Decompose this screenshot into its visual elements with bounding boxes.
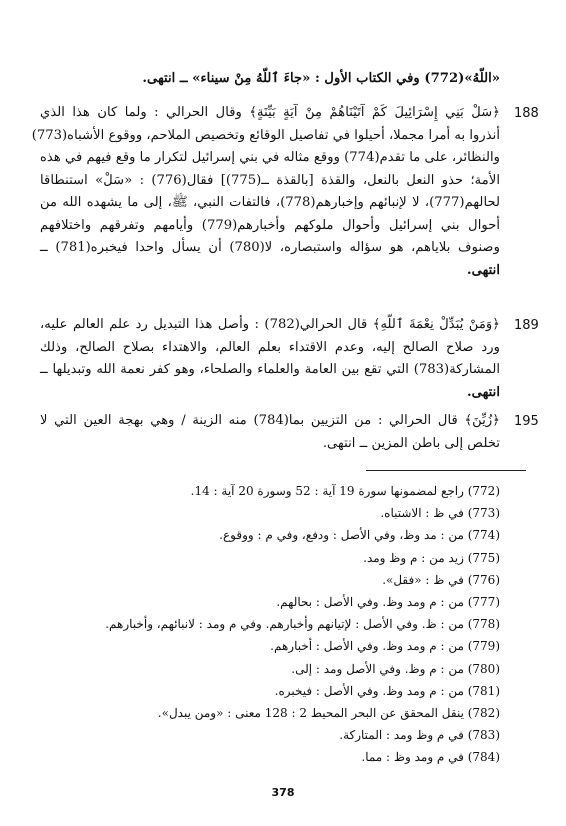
page-number: 378 xyxy=(271,786,295,799)
text-line: وصنوف بلاياهم، هو سؤاله واستبصاره، لا(780) أن يسأل واحدا فيخبره(781) ــ xyxy=(40,240,500,255)
footnote: (784) في م ومد وظ : مما. xyxy=(361,750,500,765)
footnote: (774) من : مد وظ، وفي الأصل : ودفع، وفي م : ووقوع. xyxy=(219,528,500,543)
commentary-entry xyxy=(40,410,500,455)
footnotes xyxy=(40,480,500,769)
footnote: (778) من : ظ. وفي الأصل : لإتيانهم وأخبارهم. وفي م ومد : لانبائهم، وأخبارهم. xyxy=(105,617,500,632)
text-line: ورد صلاح الصالح إليه، وعدم الاقتداء بعلم العالم، والاهتداء بصلاح الصالح، وذلك xyxy=(40,339,500,355)
verse-number: 188 xyxy=(514,106,539,121)
footnote: (783) في م وظ ومد : المتاركة. xyxy=(339,728,500,743)
text-line: ﴿سَلْ بَنِي إِسْرَائِيلَ كَمْ آتَيْنَاهُمْ مِنْ آيَةٍ بَيِّنَةٍ﴾ وقال الحرالي : ولما كان هذا الذي xyxy=(40,105,500,120)
footnote: (772) راجع لمضمونها سورة 19 آية : 52 وسورة 20 آية : 14. xyxy=(190,484,500,498)
commentary-entry xyxy=(31,102,501,282)
text-line: لحالهم(777)، لا لإنبائهم وإخبارهم(778)، فالتفات النبي، ﷺ، إلى ما يشهده الله من xyxy=(40,195,500,210)
text-line: المشاركة(783) التي تقع بين العامة والعلماء والصلحاء، وهو كفر نعمة الله وتبديلها ــ xyxy=(40,362,500,377)
text-line: أحوال بني إسرائيل وأحوال ملوكهم وأخبارهم(779) وأيامهم وتفرقهم واختلافهم xyxy=(40,217,501,233)
commentary-entry xyxy=(40,314,500,404)
footnote: (775) زيد من : م وظ ومد. xyxy=(363,550,500,565)
text-line: تخلص إلى باطن المزين ــ انتهى. xyxy=(322,435,500,451)
text-line: «اللّهُ»(772) وفي الكتاب الأول : «جاءَ ٱللّهُ مِنْ سيناء» ــ انتهى. xyxy=(142,71,500,86)
footnote: (780) من : م وظ. وفي الأصل ومد : إلى. xyxy=(291,661,500,676)
text-line: انتهى. xyxy=(467,384,500,400)
verse-number: 189 xyxy=(514,318,539,333)
footnote: (779) من : م ومد وظ. وفي الأصل : أخبارهم. xyxy=(270,639,500,654)
text-line: انتهى. xyxy=(467,262,500,278)
text-line: والنظائر، على ما تقدم(774) ووقع مثاله في بني إسرائيل لتكرار ما وقع فيهم في هذه xyxy=(40,150,500,165)
verse-number: 195 xyxy=(514,414,539,429)
footnote-divider xyxy=(366,470,526,471)
footnote: (781) من : م ومد وظ. وفي الأصل : فيخبره. xyxy=(274,683,500,698)
footnote: (777) من : م ومد وظ. وفي الأصل : بحالهم. xyxy=(276,595,500,610)
footnote: (773) في ظ : الاشتباه. xyxy=(380,506,500,521)
footnote: (776) في ظ : «فقل». xyxy=(382,572,500,587)
continuation-line xyxy=(40,68,500,91)
text-line: الأمة؛ حذو النعل بالنعل، والقذة [بالقذة ــ(775)] فقال(776) : «سَلْ» استنطاقا xyxy=(40,172,500,188)
text-line: أنذروا به أمرا مجملا، أحيلوا في تفاصيل الوقائع وتخصيص الملاحم، ووقوع الأشباه(773) xyxy=(31,127,500,143)
text-line: ﴿زُيِّنَ﴾ قال الحرالي : من التزيين بما(784) منه الزينة / وهي بهجة العين التي لا xyxy=(40,413,500,428)
text-line: ﴿وَمَنْ يُبَدِّلْ نِعْمَةَ ٱللّهِ﴾ قال الحرالي(782) : وأصل هذا التبديل رد علم العالم عليه، xyxy=(40,317,500,332)
footnote: (782) ينقل المحقق عن البحر المحيط 2 : 128 معنى : «ومن يبدل». xyxy=(157,706,500,721)
